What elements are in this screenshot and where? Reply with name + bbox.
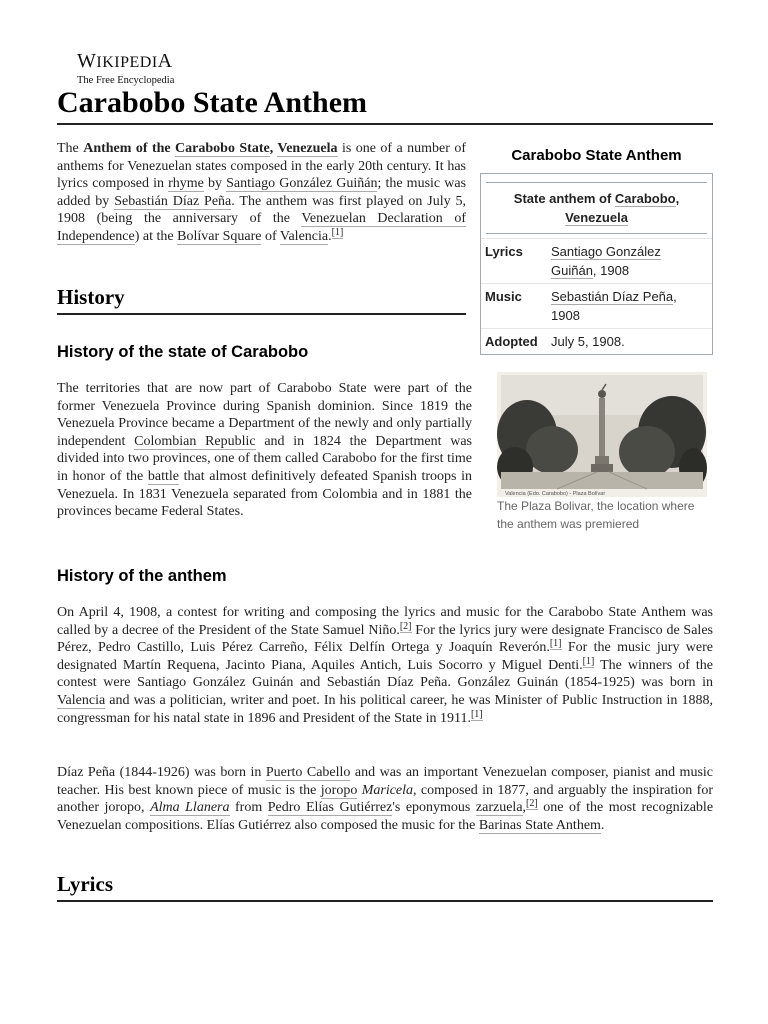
link-carabobo-state[interactable]: Carabobo State bbox=[175, 141, 270, 156]
subsection-heading-anthem: History of the anthem bbox=[57, 567, 227, 585]
infobox-value: Sebastián Díaz Peña, 1908 bbox=[551, 289, 677, 323]
infobox-subtitle: State anthem of Carabobo, Venezuela bbox=[486, 182, 707, 234]
infobox-row-music bbox=[481, 283, 712, 328]
citation-ref[interactable]: [1] bbox=[582, 655, 595, 667]
link-battle[interactable]: battle bbox=[147, 468, 179, 484]
plaza-bolivar-photo[interactable] bbox=[497, 372, 707, 497]
article-page bbox=[57, 0, 713, 1024]
link-venezuelan-declaration-of-independence[interactable]: Venezuelan Declaration of Independence bbox=[57, 211, 466, 244]
wikipedia-logo[interactable] bbox=[77, 50, 217, 87]
section-heading-history: History bbox=[57, 284, 466, 315]
infobox-table bbox=[480, 173, 713, 355]
link-barinas-state-anthem[interactable]: Barinas State Anthem bbox=[478, 817, 601, 833]
infobox-value: July 5, 1908. bbox=[551, 334, 625, 349]
link-bolivar-square[interactable]: Bolívar Square bbox=[177, 228, 262, 244]
link-zarzuela[interactable]: zarzuela bbox=[475, 800, 523, 816]
infobox-label: Adopted bbox=[485, 334, 538, 349]
page-title: Carabobo State Anthem bbox=[57, 84, 713, 125]
infobox bbox=[480, 146, 713, 355]
intro-paragraph: The Anthem of the Carabobo State, Venezuela is one of a number of anthems for Venezuelan states composed in the early 20th century. It has lyrics composed in rhyme by Santiago González Guiñán; the music was added by Sebastián Díaz Peña. The anthem was first played on July 5, 1908 (being the anniversary of the Venezuelan Declaration of Independence) at the Bolívar Square of Valencia.[1] bbox=[57, 141, 467, 244]
subsection-heading-state: History of the state of Carabobo bbox=[57, 343, 309, 361]
citation-ref[interactable]: [1] bbox=[470, 708, 483, 720]
link-santiago-gonzalez-guinan[interactable]: Santiago González Guiñán bbox=[551, 244, 661, 278]
link-alma-llanera[interactable]: Alma Llanera bbox=[150, 800, 230, 816]
link-valencia[interactable]: Valencia bbox=[279, 228, 329, 244]
photo-inscription: Valencia (Edo. Carabobo) - Plaza Bolívar bbox=[505, 491, 606, 497]
figure-caption: The Plaza Bolivar, the location where the anthem was premiered bbox=[497, 499, 695, 531]
link-pedro-elias-gutierrez[interactable]: Pedro Elías Gutiérrez bbox=[267, 800, 393, 816]
link-valencia[interactable]: Valencia bbox=[57, 692, 106, 708]
link-carabobo[interactable]: Carabobo bbox=[614, 191, 676, 206]
link-puerto-cabello[interactable]: Puerto Cabello bbox=[265, 765, 351, 780]
link-venezuela[interactable]: Venezuela bbox=[565, 210, 628, 225]
infobox-row-lyrics bbox=[481, 238, 712, 283]
wikipedia-wordmark: WIKIPEDIA bbox=[77, 50, 173, 72]
bold-anthem-name: Anthem of the Carabobo State, Venezuela bbox=[83, 141, 338, 156]
figure-plaza-bolivar bbox=[497, 372, 711, 533]
link-rhyme[interactable]: rhyme bbox=[168, 176, 204, 192]
infobox-row-adopted bbox=[481, 328, 712, 354]
infobox-label: Lyrics bbox=[485, 244, 523, 259]
link-colombian-republic[interactable]: Colombian Republic bbox=[134, 433, 256, 449]
paragraph-anthem-contest: On April 4, 1908, a contest for writing and composing the lyrics and music for the Carabobo State Anthem was called by a decree of the President of the State Samuel Niño.[2] For the lyrics jury were designate Francisco de Sales Pérez, Pedro Castillo, Luis Pérez Carreño, Félix Delfín Ortega y Joaquín Reverón.[1] For the music jury were designated Martín Requena, Jacinto Piana, Aquiles Antich, Luis Socorro y Miguel Denti.[1] The winners of the contest were Santiago González Guinán and Sebastián Díaz Peña. González Guinán (1854-1925) was born in Valencia and was a politician, writer and poet. In his political career, he was Minister of Public Instruction in 1888, congressman for his natal state in 1896 and President of the State in 1911.[1] bbox=[57, 605, 714, 726]
citation-ref[interactable]: [2] bbox=[526, 798, 538, 810]
infobox-label: Music bbox=[485, 289, 522, 304]
link-sebastian-diaz-pena[interactable]: Sebastián Díaz Peña bbox=[114, 193, 232, 209]
infobox-title: Carabobo State Anthem bbox=[511, 147, 682, 164]
paragraph-diaz-pena: Díaz Peña (1844-1926) was born in Puerto Cabello and was an important Venezuelan composer, pianist and music teacher. His best known piece of music is the joropo Maricela, composed in 1877, and arguably the inspiration for another joropo, Alma Llanera from Pedro Elías Gutiérrez's eponymous zarzuela,[2] one of the most recognizable Venezuelan compositions. Elías Gutiérrez also composed the music for the Barinas State Anthem. bbox=[57, 765, 714, 833]
link-joropo[interactable]: joropo bbox=[320, 782, 358, 798]
wikipedia-tagline: The Free Encyclopedia bbox=[77, 75, 175, 86]
section-heading-lyrics: Lyrics bbox=[57, 871, 713, 902]
paragraph-state-history: The territories that are now part of Carabobo State were part of the former Venezuela Province during Spanish dominion. Since 1819 the Venezuela Province became a Department of the newly and only partially independent Colombian Republic and in 1824 the Department was divided into two provinces, one of them called Carabobo for the first time in honor of the battle that almost definitively defeated Spanish troops in Venezuela. In 1831 Venezuela separated from Colombia and in 1881 the provinces became Federal States. bbox=[57, 381, 472, 520]
link-sebastian-diaz-pena[interactable]: Sebastián Díaz Peña bbox=[551, 289, 674, 304]
link-venezuela[interactable]: Venezuela bbox=[277, 141, 338, 156]
citation-ref[interactable]: [2] bbox=[399, 620, 412, 632]
citation-ref[interactable]: [1] bbox=[331, 226, 344, 238]
infobox-value: Santiago González Guiñán, 1908 bbox=[551, 244, 661, 278]
citation-ref[interactable]: [1] bbox=[549, 638, 562, 650]
link-santiago-gonzalez-guinan[interactable]: Santiago González Guiñán bbox=[226, 176, 378, 192]
